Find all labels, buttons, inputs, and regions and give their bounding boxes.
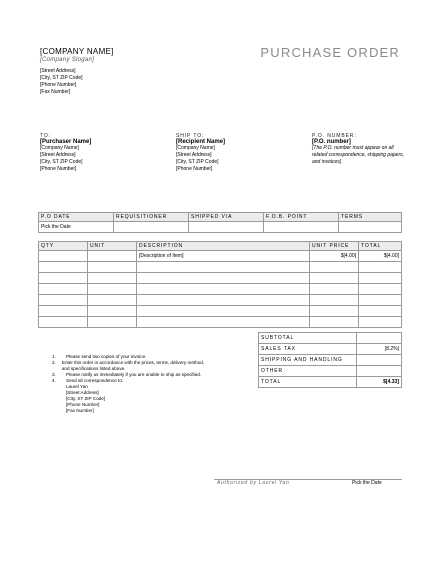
table-row bbox=[39, 284, 402, 295]
note-text: Please notify us immediately if you are unable to ship as specified. bbox=[66, 372, 202, 377]
description-cell[interactable] bbox=[137, 317, 310, 328]
qty-cell[interactable] bbox=[39, 306, 88, 317]
header-requisitioner: REQUISITIONER bbox=[114, 213, 189, 222]
ship-to-section bbox=[176, 133, 296, 173]
unit-cell[interactable] bbox=[88, 306, 137, 317]
header-unit: UNIT bbox=[88, 242, 137, 251]
description-cell[interactable] bbox=[137, 273, 310, 284]
fob-point-field[interactable] bbox=[264, 222, 339, 233]
unit-price-cell[interactable] bbox=[310, 273, 359, 284]
requisitioner-field[interactable] bbox=[114, 222, 189, 233]
company-fax: [Fax Number] bbox=[40, 89, 71, 95]
company-name: [COMPANY NAME] bbox=[40, 47, 114, 56]
note-text: Send all correspondence to: bbox=[66, 378, 124, 383]
unit-cell[interactable] bbox=[88, 262, 137, 273]
unit-cell[interactable] bbox=[88, 273, 137, 284]
company-address-block bbox=[40, 68, 83, 96]
qty-cell[interactable] bbox=[39, 251, 88, 262]
correspondence-name: Laurel Yan bbox=[66, 384, 88, 389]
total-cell bbox=[359, 306, 402, 317]
description-cell[interactable] bbox=[137, 295, 310, 306]
qty-cell[interactable] bbox=[39, 273, 88, 284]
qty-cell[interactable] bbox=[39, 284, 88, 295]
company-street: [Street Address] bbox=[40, 68, 76, 74]
header-shipped-via: SHIPPED VIA bbox=[189, 213, 264, 222]
ship-street: [Street Address] bbox=[176, 152, 212, 158]
company-slogan: [Company Slogan] bbox=[40, 57, 95, 63]
to-phone: [Phone Number] bbox=[40, 166, 77, 172]
purchaser-name: [Purchaser Name] bbox=[40, 139, 92, 145]
header-description: DESCRIPTION bbox=[137, 242, 310, 251]
note-number: 4. bbox=[52, 378, 56, 383]
unit-price-cell[interactable] bbox=[310, 262, 359, 273]
to-company: [Company Name] bbox=[40, 145, 79, 151]
po-number-section bbox=[312, 133, 404, 166]
header-unit-price: UNIT PRICE bbox=[310, 242, 359, 251]
ship-company: [Company Name] bbox=[176, 145, 215, 151]
other-label: OTHER bbox=[259, 366, 357, 377]
description-cell[interactable] bbox=[137, 262, 310, 273]
unit-cell[interactable] bbox=[88, 251, 137, 262]
company-phone: [Phone Number] bbox=[40, 82, 77, 88]
shipping-label: SHIPPING AND HANDLING bbox=[259, 355, 357, 366]
document-title: PURCHASE ORDER bbox=[260, 45, 400, 60]
company-city: [City, ST ZIP Code] bbox=[40, 75, 83, 81]
header-terms: TERMS bbox=[339, 213, 402, 222]
header-fob-point: F.O.B. POINT bbox=[264, 213, 339, 222]
total-value: $[4.33] bbox=[357, 377, 402, 388]
shipped-via-field[interactable] bbox=[189, 222, 264, 233]
to-section bbox=[40, 133, 160, 173]
list-item bbox=[52, 360, 208, 372]
total-cell bbox=[359, 295, 402, 306]
unit-price-cell[interactable] bbox=[310, 295, 359, 306]
qty-cell[interactable] bbox=[39, 295, 88, 306]
subtotal-value bbox=[357, 333, 402, 344]
authorized-by: Authorized by Laurel Yan bbox=[217, 480, 290, 486]
table-row bbox=[39, 251, 402, 262]
header-po-date: P.O DATE bbox=[39, 213, 114, 222]
note-text: Enter this order in accordance with the prices, terms, delivery method, and specifications listed above. bbox=[61, 360, 205, 371]
table-row bbox=[39, 306, 402, 317]
sales-tax-label: SALES TAX bbox=[259, 344, 357, 355]
order-info-table bbox=[38, 212, 402, 233]
description-cell[interactable]: [Description of Item] bbox=[137, 251, 310, 262]
signature-date[interactable]: Pick the Date bbox=[352, 480, 382, 486]
note-number: 3. bbox=[52, 372, 56, 377]
correspondence-block bbox=[52, 384, 208, 414]
unit-price-cell[interactable] bbox=[310, 317, 359, 328]
total-label: TOTAL bbox=[259, 377, 357, 388]
note-number: 1. bbox=[52, 354, 56, 359]
shipping-value[interactable] bbox=[357, 355, 402, 366]
po-number-value[interactable]: [P.O. number] bbox=[312, 139, 351, 145]
po-number-label: P.O. NUMBER: bbox=[312, 133, 357, 139]
subtotal-label: SUBTOTAL bbox=[259, 333, 357, 344]
recipient-name: [Recipient Name] bbox=[176, 139, 226, 145]
ship-city: [City, ST ZIP Code] bbox=[176, 159, 219, 165]
to-street: [Street Address] bbox=[40, 152, 76, 158]
correspondence-fax: [Fax Number] bbox=[66, 408, 94, 413]
unit-price-cell[interactable]: $[4.00] bbox=[310, 251, 359, 262]
table-row bbox=[39, 295, 402, 306]
header-total: TOTAL bbox=[359, 242, 402, 251]
correspondence-street: [Street Address] bbox=[66, 390, 99, 395]
to-city: [City, ST ZIP Code] bbox=[40, 159, 83, 165]
sales-tax-value[interactable]: [8.2%] bbox=[357, 344, 402, 355]
correspondence-city: [City, ST ZIP Code] bbox=[66, 396, 106, 401]
unit-price-cell[interactable] bbox=[310, 284, 359, 295]
total-cell bbox=[359, 262, 402, 273]
items-table bbox=[38, 241, 402, 328]
table-row bbox=[39, 273, 402, 284]
correspondence-phone: [Phone Number] bbox=[66, 402, 100, 407]
total-cell: $[4.00] bbox=[359, 251, 402, 262]
unit-cell[interactable] bbox=[88, 295, 137, 306]
table-row bbox=[39, 262, 402, 273]
description-cell[interactable] bbox=[137, 306, 310, 317]
ship-to-label: SHIP TO: bbox=[176, 133, 205, 139]
po-date-field[interactable]: Pick the Date bbox=[39, 222, 114, 233]
terms-field[interactable] bbox=[339, 222, 402, 233]
header-qty: QTY bbox=[39, 242, 88, 251]
note-number: 2. bbox=[52, 360, 56, 365]
totals-table bbox=[258, 332, 402, 388]
table-row bbox=[39, 317, 402, 328]
total-cell bbox=[359, 284, 402, 295]
notes-list bbox=[52, 354, 208, 414]
total-cell bbox=[359, 317, 402, 328]
other-value[interactable] bbox=[357, 366, 402, 377]
to-label: TO: bbox=[40, 133, 51, 139]
po-number-note: [The P.O. number must appear on all related correspondence, shipping papers, and invoices] bbox=[312, 145, 405, 165]
unit-cell[interactable] bbox=[88, 317, 137, 328]
unit-price-cell[interactable] bbox=[310, 306, 359, 317]
unit-cell[interactable] bbox=[88, 284, 137, 295]
ship-phone: [Phone Number] bbox=[176, 166, 213, 172]
qty-cell[interactable] bbox=[39, 317, 88, 328]
total-cell bbox=[359, 273, 402, 284]
note-text: Please send two copies of your invoice. bbox=[66, 354, 147, 359]
description-cell[interactable] bbox=[137, 284, 310, 295]
qty-cell[interactable] bbox=[39, 262, 88, 273]
